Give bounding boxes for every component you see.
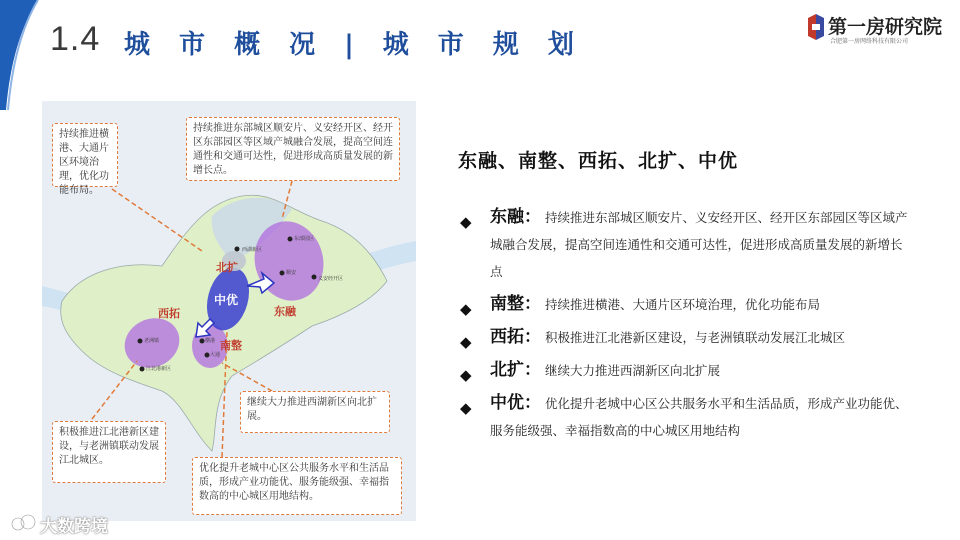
diamond-bullet-icon: ◆: [460, 366, 472, 384]
map-label-dongbu: 东部园区: [294, 236, 315, 242]
diamond-bullet-icon: ◆: [460, 300, 472, 318]
diamond-bullet-icon: ◆: [460, 213, 472, 231]
logo-name: 第一房研究院: [828, 16, 943, 38]
callout-west: 积极推进江北港新区建设，与老洲镇联动发展江北城区。: [52, 421, 166, 483]
item-name: 南整：: [490, 294, 541, 314]
map-label-jiangbei: 江北港新区: [146, 366, 172, 372]
item-text: 优化提升老城中心区公共服务水平和生活品质，形成产业功能优、服务能级强、幸福指数高的中心城区用地结构: [490, 396, 908, 438]
diamond-bullet-icon: ◆: [460, 399, 472, 417]
map-label-south: 南整: [220, 339, 242, 352]
logo: [806, 12, 956, 46]
item-text: 持续推进东部城区顺安片、义安经开区、经开区东部园区等区域产城融合发展，提高空间连通性和交通可达性，促进形成高质量发展的新增长点: [490, 210, 908, 279]
item-name: 中优：: [490, 393, 541, 413]
item-name: 北扩：: [490, 360, 541, 380]
watermark: 大数跨境: [40, 517, 108, 537]
item-text: 继续大力推进西湖新区向北扩展: [545, 363, 721, 378]
map-label-laozhou: 老洲镇: [144, 338, 160, 344]
item-name: 东融：: [490, 207, 541, 227]
list-item: [460, 390, 910, 444]
item-name: 西拓：: [490, 327, 541, 347]
map-label-hengang: 横港: [205, 338, 216, 344]
callout-south: 继续大力推进西湖新区向北扩展。: [240, 391, 390, 433]
list-item: [460, 204, 910, 285]
item-text: 积极推进江北港新区建设，与老洲镇联动发展江北城区: [545, 330, 846, 345]
watermark-icon: [10, 512, 38, 534]
list-item: [460, 357, 910, 384]
map-label-xihu: 西湖新区: [242, 247, 263, 253]
map-label-center: 中优: [214, 293, 239, 307]
map-label-yian: 义安经开区: [318, 276, 344, 282]
map-label-datong: 大通: [210, 352, 221, 358]
strategy-list: [460, 204, 910, 450]
callout-north: 持续推进横港、大通片区环境治理，优化功能布局。: [52, 123, 118, 187]
item-text: 持续推进横港、大通片区环境治理，优化功能布局: [545, 297, 821, 312]
logo-subtitle: 合肥第一房网络科技有限公司: [830, 38, 909, 45]
list-item: [460, 324, 910, 351]
list-item: [460, 291, 910, 318]
city-plan-map: [42, 101, 416, 521]
slogan: 东融、南整、西拓、北扩、中优: [458, 150, 739, 172]
page-title: 城 市 概 况 | 城 市 规 划: [124, 30, 584, 60]
logo-mark-icon: [806, 14, 826, 42]
diamond-bullet-icon: ◆: [460, 333, 472, 351]
map-label-shunan: 顺安: [286, 270, 297, 276]
section-number: 1.4: [50, 20, 101, 58]
map-label-east: 东融: [274, 305, 296, 318]
callout-center: 优化提升老城中心区公共服务水平和生活品质，形成产业功能优、服务能级强、幸福指数高的中心城区用地结构。: [192, 457, 402, 515]
map-label-north: 北扩: [216, 261, 238, 274]
map-label-west: 西拓: [158, 307, 180, 320]
callout-east: 持续推进东部城区顺安片、义安经开区、经开区东部园区等区域产城融合发展，提高空间连通性和交通可达性，促进形成高质量发展的新增长点。: [186, 117, 400, 181]
